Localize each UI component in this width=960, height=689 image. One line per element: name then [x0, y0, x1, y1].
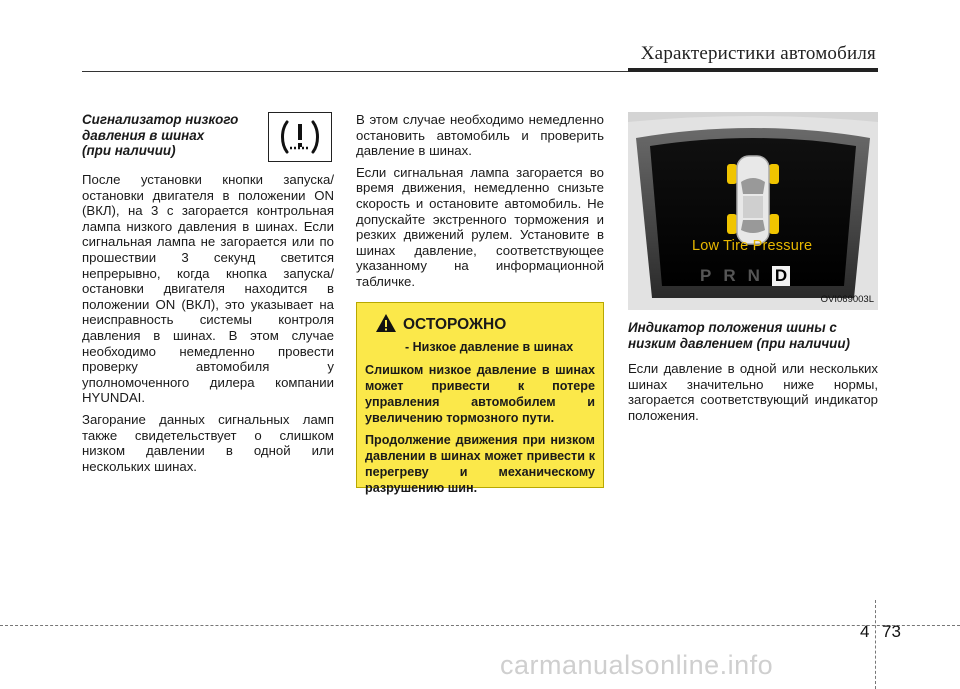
paragraph: Если давление в одной или нескольких шинах значительно ниже нормы, загорается соответствующий индикатор положения.	[628, 361, 878, 423]
gear-p: P	[700, 266, 712, 286]
gear-r: R	[723, 266, 736, 286]
column-middle	[356, 112, 604, 495]
gear-indicator	[700, 265, 818, 287]
caution-text: Слишком низкое давление в шинах может привести к потере управления автомобилем и увеличению тормозного пути.	[365, 362, 595, 425]
footer-vertical-rule	[875, 600, 876, 689]
paragraph: В этом случае необходимо немедленно остановить автомобиль и проверить давление в шинах.	[356, 112, 604, 159]
warning-triangle-icon	[375, 313, 397, 337]
tire-pressure-warning-icon	[268, 112, 332, 162]
footer-rule	[0, 625, 960, 626]
caution-box	[356, 302, 604, 495]
paragraph: Если сигнальная лампа загорается во время движения, немедленно снизьте скорость и остановите автомобиль. Не допускайте экстренного торможения и резких движений рулем. Установите в шинах давление, соответствующее указанному на информационной табличке.	[356, 164, 604, 289]
page-header-title: Характеристики автомобиля	[640, 43, 876, 64]
section-heading-tpms: Сигнализатор низкого давления в шинах (при наличии)	[82, 112, 239, 159]
chapter-number: 4	[860, 622, 870, 641]
paragraph: Загорание данных сигнальных ламп также свидетельствует о слишком низком давлении в одной или нескольких шинах.	[82, 411, 334, 474]
paragraph: После установки кнопки запуска/остановки двигателя в положении ON (ВКЛ), на 3 с загорается контрольная лампа низкого давления в шинах. Если сигнальная лампа не загорается или по прошествии 3 секунд светится непрерывно, когда кнопка запуска/остановки двигателя находится в положении ON (ВКЛ), это указывает на неисправность системы контроля давления в шинах. В этом случае необходимо немедленно провести проверку автомобиля у уполномоченного дилера компании HYUNDAI.	[82, 172, 334, 406]
caution-text: Продолжение движения при низком давлении в шинах может привести к перегреву и механическому разрушению шин.	[365, 432, 595, 495]
column-left	[82, 112, 334, 480]
gear-n: N	[747, 266, 760, 286]
low-tire-pressure-text: Low Tire Pressure	[692, 238, 813, 254]
gear-d-active: D	[772, 266, 790, 286]
column-right	[628, 112, 878, 430]
header-rule-accent	[628, 68, 878, 72]
figure-caption: OVI069003L	[820, 294, 874, 306]
watermark: carmanualsonline.info	[500, 650, 774, 680]
caution-subtitle: - Низкое давление в шинах	[405, 340, 574, 355]
section-heading-tire-position: Индикатор положения шины с низким давлением (при наличии)	[628, 320, 850, 351]
car-top-view-icon	[723, 152, 783, 248]
page-number: 73	[882, 622, 901, 641]
instrument-cluster-figure	[628, 112, 878, 310]
caution-title: ОСТОРОЖНО	[403, 315, 507, 333]
